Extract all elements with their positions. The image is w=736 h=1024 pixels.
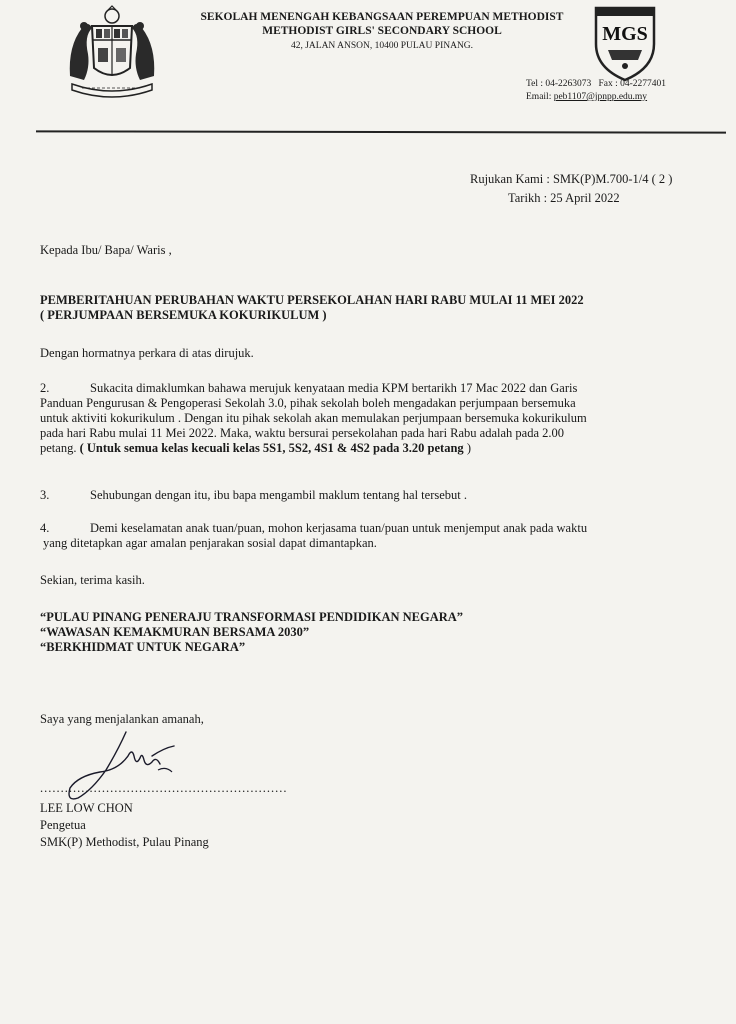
paragraph-2-line-2: Panduan Pengurusan & Pengoperasi Sekolah 3.0, pihak sekolah boleh mengadakan perjumpaan bersemuka [40,396,576,410]
email-address: peb1107@jpnpp.edu.my [553,92,648,102]
mottos [40,610,700,655]
paragraph-4-number: 4. [40,521,50,535]
paragraph-2-number: 2. [40,381,50,395]
motto-3: “BERKHIDMAT UNTUK NEGARA” [40,640,246,654]
sign-off: Saya yang menjalankan amanah, [40,712,204,726]
signer-name: LEE LOW CHON [40,801,133,815]
paragraph-2-highlight: ( Untuk semua kelas kecuali kelas 5S1, 5S2, 4S1 & 4S2 pada 3.20 petang [79,441,464,455]
reference-value: SMK(P)M.700-1/4 ( 2 ) [552,172,673,186]
paragraph-2-line-1: Sukacita dimaklumkan bahawa merujuk kenyataan media KPM bertarikh 17 Mac 2022 dan Garis [90,381,578,395]
paragraph-2-line-5-start: petang. [40,441,80,455]
paragraph-3-text: Sehubungan dengan itu, ibu bapa mengambil maklum tentang hal tersebut . [90,488,467,502]
fax: Fax : 04-2277401 [598,79,666,89]
subject-line-2: ( PERJUMPAAN BERSEMUKA KOKURIKULUM ) [40,308,327,322]
school-letterhead [172,10,592,53]
reference-row [470,170,672,189]
subject-line-1: PEMBERITAHUAN PERUBAHAN WAKTU PERSEKOLAHAN HARI RABU MULAI 11 MEI 2022 [40,293,584,307]
school-name-english: METHODIST GIRLS' SECONDARY SCHOOL [262,25,502,37]
date-label: Tarikh [508,191,541,205]
paragraph-2-line-4: pada hari Rabu mulai 11 Mei 2022. Maka, waktu bersurai persekolahan pada hari Rabu adalah pada 2.00 [40,426,565,440]
subject [40,293,700,323]
paragraph-3 [40,488,700,503]
closing-line: Sekian, terima kasih. [40,573,145,587]
contact-details [526,78,666,104]
paragraph-2-line-5-end: ) [463,441,471,455]
telephone: Tel : 04-2263073 [526,79,592,89]
email-label: Email: [526,92,552,102]
reference-block [470,170,672,208]
school-name-malay: SEKOLAH MENENGAH KEBANGSAAN PEREMPUAN METHODIST [200,11,564,23]
paragraph-2 [40,381,700,456]
school-address: 42, JALAN ANSON, 10400 PULAU PINANG. [290,41,474,51]
header-divider [36,130,726,133]
date-value: : 25 April 2022 [543,191,620,205]
email-row [526,91,666,104]
motto-2: “WAWASAN KEMAKMURAN BERSAMA 2030” [40,625,310,639]
salutation: Kepada Ibu/ Bapa/ Waris , [40,243,172,257]
signature-dotted-line: ............................................................ [40,781,288,795]
date-row [470,189,672,208]
reference-label: Rujukan Kami : [470,172,550,186]
school-crest-icon [588,2,662,82]
malaysia-coat-of-arms-icon [62,6,162,98]
signer-organisation: SMK(P) Methodist, Pulau Pinang [40,835,209,849]
signer-title: Pengetua [40,818,86,832]
paragraph-4-line-1: Demi keselamatan anak tuan/puan, mohon kerjasama tuan/puan untuk menjemput anak pada waktu [90,521,588,535]
paragraph-4 [40,521,700,551]
signer-block [40,800,700,851]
paragraph-2-line-3: untuk aktiviti kokurikulum . Dengan itu pihak sekolah akan memulakan perjumpaan bersemuka kokurikulum [40,411,587,425]
paragraph-4-line-2: yang ditetapkan agar amalan penjarakan sosial dapat dimantapkan. [43,536,377,550]
school-crest-monogram: MGS [602,23,648,45]
phone-fax-row [526,78,666,91]
paragraph-3-number: 3. [40,488,50,502]
opening-line: Dengan hormatnya perkara di atas dirujuk. [40,346,254,360]
motto-1: “PULAU PINANG PENERAJU TRANSFORMASI PENDIDIKAN NEGARA” [40,610,464,624]
